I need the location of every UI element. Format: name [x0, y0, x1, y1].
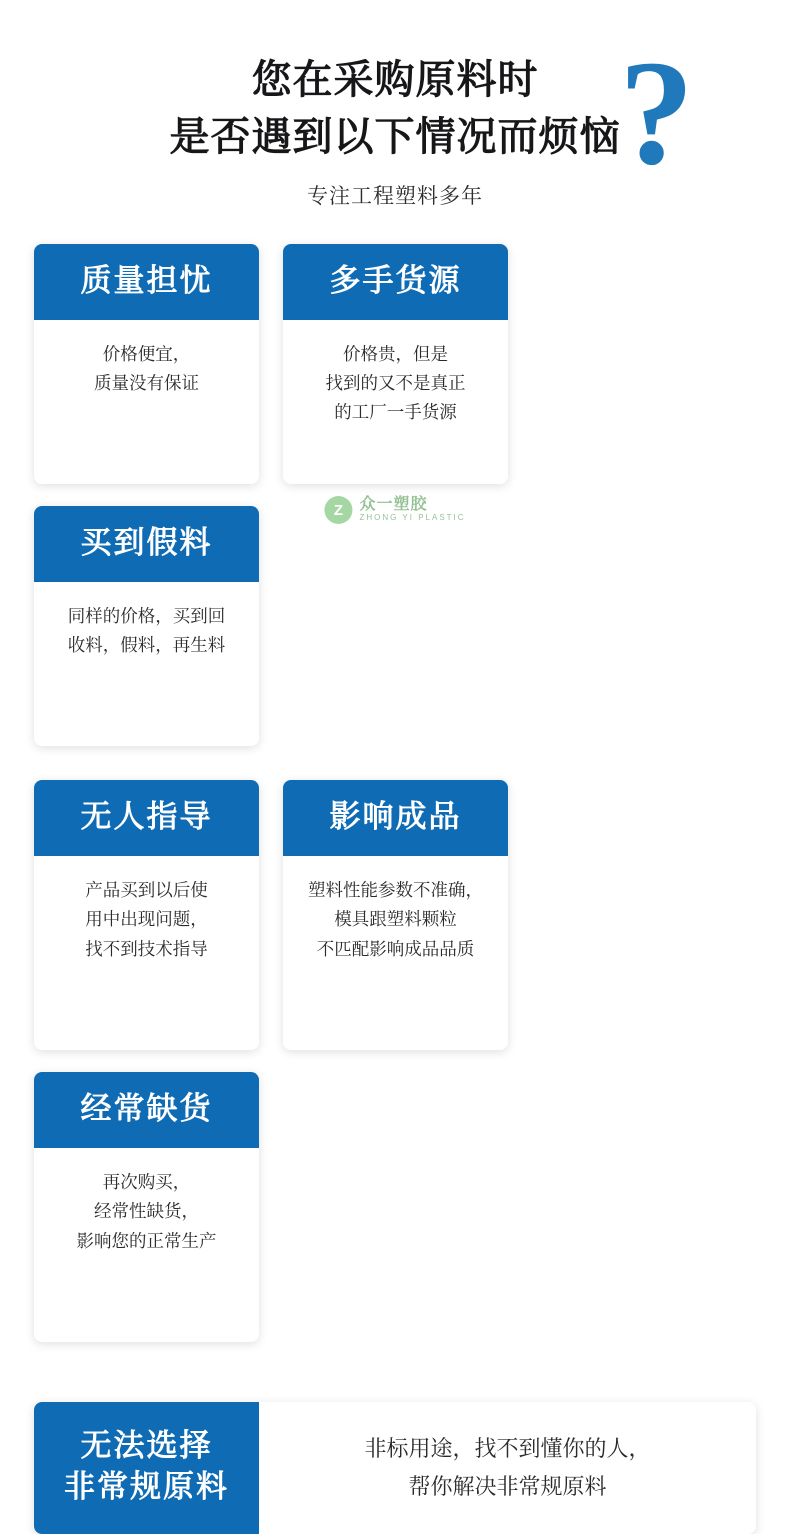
page-title — [34, 52, 756, 166]
issue-card-title: 质量担忧 — [34, 244, 259, 320]
issue-card-body-line: 再次购买， — [102, 1171, 191, 1192]
issue-card-wide-body-line: 帮你解决非常规原料 — [408, 1473, 607, 1499]
issue-card — [34, 506, 259, 746]
issue-card — [34, 1072, 259, 1342]
issue-card-body-line: 塑料性能参数不准确， — [308, 879, 483, 900]
issue-card-body — [34, 856, 259, 1050]
issue-card-body — [34, 1148, 259, 1342]
issue-card-title: 影响成品 — [283, 780, 508, 856]
issue-card-body-line: 质量没有保证 — [94, 373, 199, 394]
watermark-brand-name: 众一塑胶 — [359, 496, 428, 514]
issue-card-body-line: 价格便宜， — [102, 343, 191, 364]
issue-card-body — [34, 582, 259, 746]
issue-card-title: 无人指导 — [34, 780, 259, 856]
issue-card-body-line: 的工厂一手货源 — [334, 402, 457, 423]
subheading: 专注工程塑料多年 — [307, 184, 483, 208]
issue-card-grid-row-1 — [34, 244, 756, 746]
issue-card-wide-body — [259, 1402, 756, 1534]
issue-card-body-line: 收料，假料，再生料 — [67, 635, 226, 656]
header — [34, 0, 756, 210]
issue-card-body — [34, 320, 259, 484]
issue-card-body-line: 不匹配影响成品品质 — [316, 938, 475, 959]
issue-card-body-line: 模具跟塑料颗粒 — [334, 909, 457, 930]
issue-card-grid-row-2 — [34, 780, 756, 1342]
issue-card-body-line: 用中出现问题， — [85, 909, 208, 930]
issue-card-body-line: 价格贵，但是 — [343, 343, 448, 364]
issue-card-body-line: 产品买到以后使 — [85, 879, 208, 900]
issue-card — [34, 780, 259, 1050]
issue-card — [34, 244, 259, 484]
headline-line-1: 您在采购原料时 — [251, 58, 539, 102]
issue-card-title: 多手货源 — [283, 244, 508, 320]
issue-card-body-line: 找不到技术指导 — [85, 938, 208, 959]
watermark-brand-latin: ZHONG YI PLASTIC — [359, 513, 466, 523]
issue-card — [283, 244, 508, 484]
issue-card-body — [283, 856, 508, 1050]
question-mark-icon: ? — [619, 30, 694, 196]
issue-card-wide-title — [34, 1402, 259, 1534]
issue-card-wide-body-line: 非标用途，找不到懂你的人， — [364, 1436, 651, 1462]
issue-card — [283, 780, 508, 1050]
headline-line-2: 是否遇到以下情况而烦恼 — [169, 114, 621, 159]
leaf-logo-icon: Z — [324, 496, 352, 524]
issue-card-body-line: 经常性缺货， — [94, 1201, 199, 1222]
issue-card-wide-title-line-2: 非常规原料 — [64, 1468, 229, 1504]
issue-card-body-line: 同样的价格，买到回 — [67, 605, 226, 626]
issue-card-body — [283, 320, 508, 484]
issue-card-title: 经常缺货 — [34, 1072, 259, 1148]
issue-card-wide — [34, 1402, 756, 1534]
issue-card-body-line: 影响您的正常生产 — [76, 1230, 217, 1251]
issue-card-body-line: 找到的又不是真正 — [325, 373, 466, 394]
issue-card-title: 买到假料 — [34, 506, 259, 582]
issue-card-wide-title-line-1: 无法选择 — [80, 1427, 213, 1463]
